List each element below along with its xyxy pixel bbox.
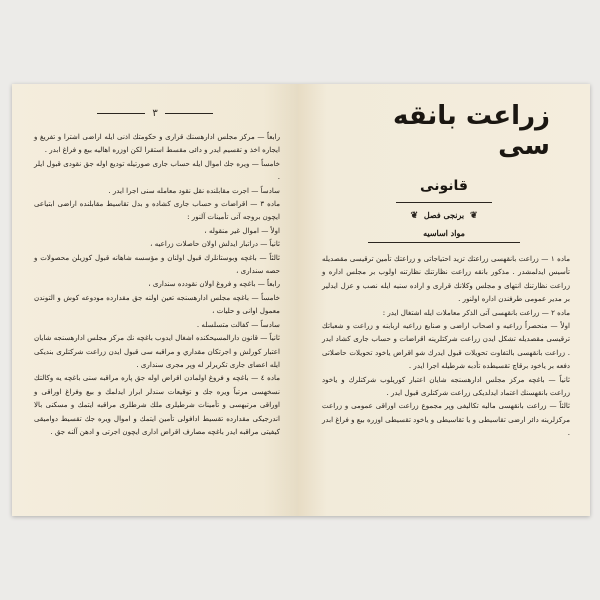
page-number-value: ٣ <box>152 108 158 119</box>
paragraph: اولاً — اموال غير منقوله ، <box>204 225 280 235</box>
paragraph: خامساً — ويره جك اموال ايله حساب جارى صورتيله تودیع اوله جق نقودى قبول ايلر . <box>34 158 280 182</box>
page-number-dash-right <box>165 113 213 114</box>
left-page-text <box>34 130 280 438</box>
paragraph: خامساً — باغچه مجلس ادارهسنجه تعين اولنه جق مقدارده مودوعه كوش و التوندن معمول اوانى و حليات ، <box>34 292 280 316</box>
right-page-text <box>322 252 570 440</box>
document-title: زراعت بانقه سى <box>393 101 550 161</box>
left-page <box>12 84 298 516</box>
book-spread <box>12 84 590 516</box>
ornament-icon: ❦ <box>469 211 478 221</box>
article-4: ماده ٤ — باغچه و فروغ اولمادن اقراض اوله جق پاره مراقبه سنى باغچه يه وكالتك نسخهسى مرتباً ويره جك و توقيعات سندلر ابراز ايدلمك و بيع وفراغ اوراقى و اوراقى مرتبهسى و تأمينات شرطيلرى ملك شرطلرى مراقبه ايتمك و مسكنى بالا اندرجيكى مقدارده تقسيط ادافولى تأمين ايتمك و اموال ويره جك تقسيط دواميقى كيفيتى مراقبه ايدر باغچه مصارف اقراض ادارى ايچون اجرتى و ادهن آلنه جق . <box>34 373 281 436</box>
paragraph: ثالثاً — زراعت بانقهسى ماليه تكاليفى وپر مجموع زراعت اوراقى عمومى و زراعت مركزلرينه دائر ارضى تقاسيطى و يا تقاسيطى و ياخود تقسيطى اوزره بيع و فراغ ابدر . <box>322 401 570 438</box>
divider-line <box>368 242 520 243</box>
page-number <box>12 108 298 119</box>
chapter-label: برنجى فصل <box>423 210 465 220</box>
paragraph: ثانياً — دراتبار ايدلش اولان حاصلات زراعيه ، <box>150 239 280 249</box>
paragraph: رابعاً — باغچه و فروغ اولان نقودده سندارى ، <box>148 279 280 289</box>
section-heading: مواد اساسيه <box>423 228 465 238</box>
article-2: ماده ٢ — زراعت بانقهسى آتى الذكر معاملات ايله اشتغال ايدر : <box>382 307 570 317</box>
article-1: ماده ١ — زراعت بانقهسى زراعتك تزيد احتياجاتى و زراعتك تأمين ترقيسى مقصديله تأسيس ايدلمشدر . مذكور بانقه زراعت نظارتنك نظارتنه اولوب بر مجلس اداره و زراعت نظارتنك انتهاى و مجلس وكلانك قرارى و اراده سنيه ايله نصب و عزل ايدلير بر مدير عمومى طرفندن اداره اولنور . <box>322 254 571 304</box>
paragraph: سادساً — اجرت مقابلنده نقل نقود معامله سنى اجرا ايدر . <box>108 185 280 195</box>
paragraph: رابعاً — مركز مجلس ادارهسنك قرارى و حكومتك اذنى ايله اراضى اشترا و تفريغ و ايجاره اخذ و تقسيم ايدر و دائى مقسط استقرا لكن اوزره اهاليه بيع و فراغ ابدر . <box>34 132 280 155</box>
ornament-icon: ❦ <box>410 211 419 221</box>
divider-line <box>396 202 492 203</box>
paragraph: ثانياً — باغچه مركز مجلس ادارهسنجه شايان اعتبار كوريلوب شركتلرك و ياخود زراعت بانقهسنك اعتماد ايدلديكى زراعت شركتلرى قبول ايدر . <box>322 374 570 398</box>
paragraph: سادساً — كفالت متسلسله . <box>196 319 280 329</box>
paragraph: ثالثاً — باغچه وبوستانلرك قبول اولنان و مؤسسه شاهانه قبول كوزيلن محصولات و حصه سندارى ، <box>34 252 280 276</box>
article-3: ماده ٣ — اقراضات و حساب جارى كشاده و بدل تقاسيط مقابلنده اراضى ابتياعى ايچون بروجه آتى تأمينات آلنور : <box>34 199 280 222</box>
paragraph: اولاً — منحصراً زراعيه و اصحاب اراضى و صنايع زراعيه اربابنه و زراعت و شعباتك ترقيسى مقصديله تشكل ايدن زراعت شركتلرينه اقراضات و حساب جارى كشاد ايدر . زراعت بانقهسى بالتفاوت تحويلات قبول ايدرك شو اقراض ياخود تحويلات حاصلاتى دفعه بر ياخود برقاچ تقسيطده تأدبه شرطيله اجرا ايدر . <box>322 321 570 371</box>
document-subtitle: قانونى <box>420 178 468 194</box>
page-number-dash-left <box>97 113 145 114</box>
chapter-heading <box>298 210 590 221</box>
paragraph: ثانياً — قانون دارالمسيحكنده اشغال ايدوب باغچه نك مركز مجلس ادارهسنجه شايان اعتبار كورلش و اجرتكان مقداري و مراقبه سى قبول ايدن زراعت شركتلرى بنديكى ايله اعضاى جارى تكريرلر له وپر مجرى سندارى . <box>34 333 280 369</box>
right-page <box>298 84 590 516</box>
